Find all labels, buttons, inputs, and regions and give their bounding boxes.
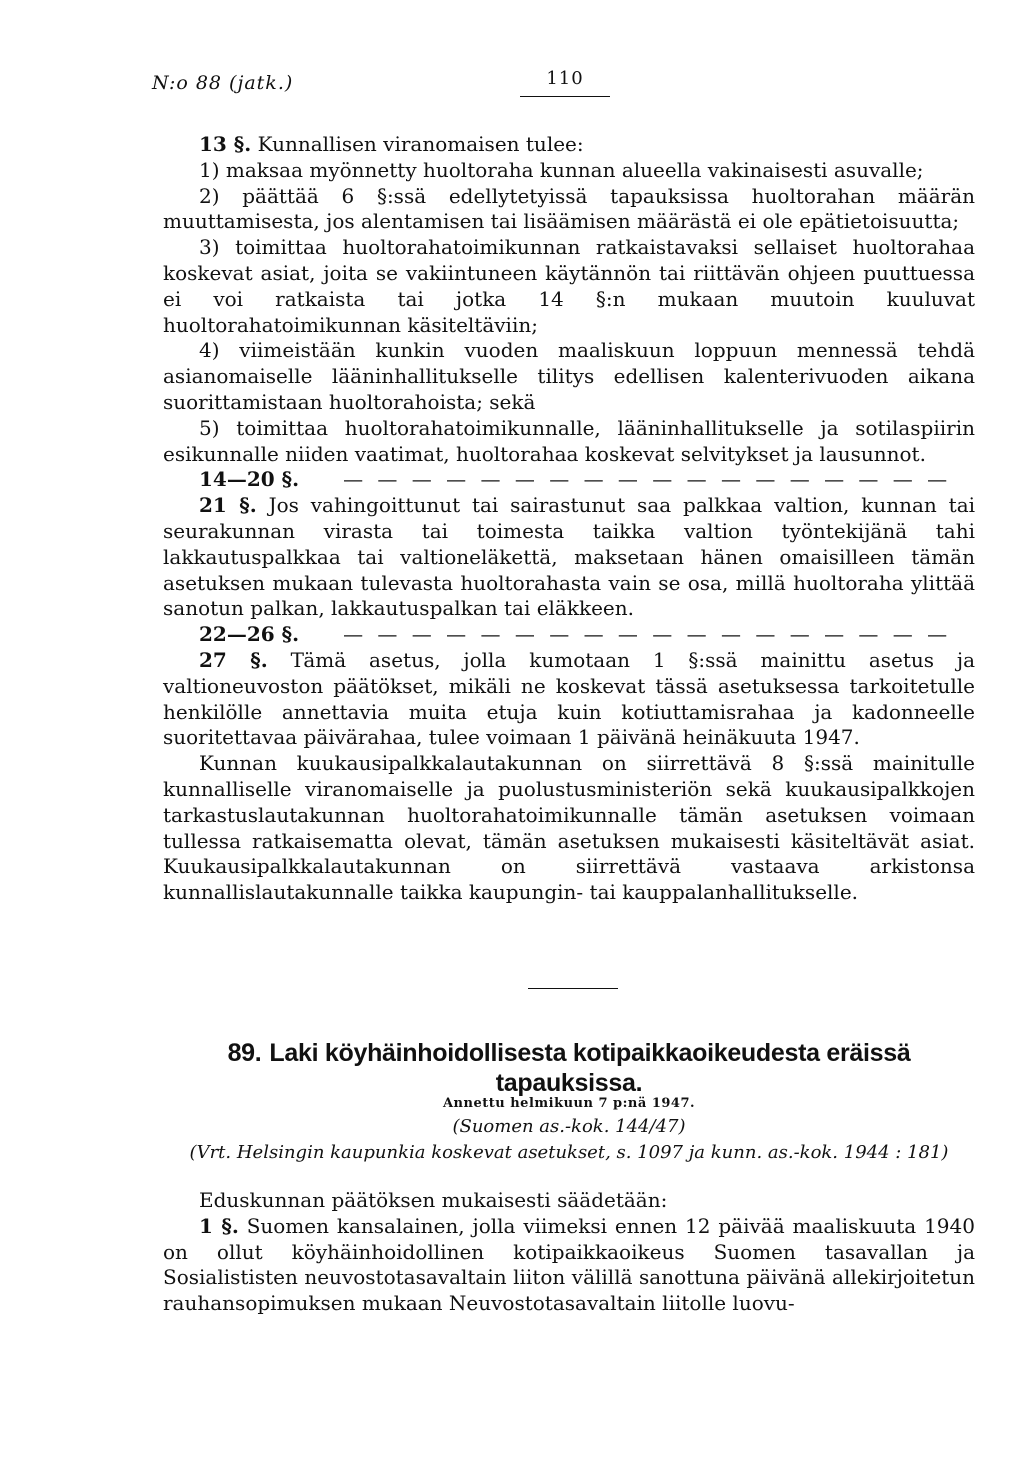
enactment-clause: Eduskunnan päätöksen mukaisesti säädetään: xyxy=(199,1188,668,1212)
law-number: 89. xyxy=(227,1039,262,1067)
section-21 xyxy=(163,493,975,622)
section-27 xyxy=(163,648,975,751)
law-given-date: Annettu helmikuun 7 p:nä 1947. xyxy=(442,1096,696,1111)
page-number: 110 xyxy=(546,68,584,89)
section-label: 14—20 §. xyxy=(199,467,300,492)
section-text: Kunnallisen viranomaisen tulee: xyxy=(257,132,584,156)
continuation-header: N:o 88 (jatk.) xyxy=(152,72,294,94)
section-label: 22—26 §. xyxy=(199,622,300,647)
section-13-intro xyxy=(163,132,975,158)
comparison-reference: (Vrt. Helsingin kaupunkia koskevat asetukset, s. 1097 ja kunn. as.-kok. 1944 : 181) xyxy=(189,1142,949,1163)
page-number-rule xyxy=(520,96,610,97)
collection-reference: (Suomen as.-kok. 144/47) xyxy=(452,1116,686,1137)
law-body xyxy=(163,1188,975,1317)
omitted-dashes: — — — — — — — — — — — — — — — — — — xyxy=(343,467,952,492)
section-14-20 xyxy=(163,467,975,493)
section-13-item-3: 3) toimittaa huoltorahatoimikunnan ratkaistavaksi sellaiset huoltorahaa koskevat asiat, joita se vakiintuneen käytännön tai riittävän ohjeen puuttuessa ei voi ratkaista tai jotka 14 §:n mukaan muutoin kuuluvat huoltorahatoimikunnan käsiteltäviin; xyxy=(163,235,975,337)
section-13-item-2: 2) päättää 6 §:ssä edellytetyissä tapauksissa huoltorahan määrän muuttamisesta, jos alentamisen tai lisäämisen määrästä ei ole epätietoisuutta; xyxy=(163,183,975,234)
separator-rule xyxy=(528,988,618,989)
section-label: 27 §. xyxy=(199,647,268,672)
section-13-item-5: 5) toimittaa huoltorahatoimikunnalle, lääninhallitukselle ja sotilaspiirin esikunnalle niiden vaatimat, huoltorahaa koskevat selvitykset ja lausunnot. xyxy=(163,415,975,466)
section-label: 13 §. xyxy=(199,132,252,156)
section-13-item-1: 1) maksaa myönnetty huoltoraha kunnan alueella vakinaisesti asuvalle; xyxy=(199,157,924,182)
section-27-paragraph-2: Kunnan kuukausipalkkalautakunnan on siirrettävä 8 §:ssä mainitulle kunnalliselle viranomaiselle ja puolustusministeriön sekä kuukausipalkkojen tarkastuslautakunnan huoltorahatoimikunnalle tämän asetuksen voimaan tullessa ratkaisematta olevat, tämän asetuksen mukaisesti käsiteltävät asiat. Kuukausipalkkalautakunnan on siirrettävä vastaava arkistonsa kunnallislautakunnalle taikka kaupungin- tai kauppalanhallitukselle. xyxy=(163,751,975,905)
section-text: Suomen kansalainen, jolla viimeksi ennen 12 päivää maaliskuuta 1940 on ollut köyhäinhoidollinen kotipaikkaoikeus Suomen tasavallan ja Sosialististen neuvostotasavaltain liiton välillä sanottuna päivänä allekirjoitetun rauhansopimuksen mukaan Neuvostotasavaltain liitolle luovu- xyxy=(163,1213,975,1316)
section-13-item-4: 4) viimeistään kunkin vuoden maaliskuun loppuun mennessä tehdä asianomaiselle lääninhallitukselle tilitys edellisen kalenterivuoden aikana suorittamistaan huoltorahoista; sekä xyxy=(163,338,975,414)
law-heading xyxy=(163,1038,975,1098)
main-text xyxy=(163,132,975,906)
section-text: Tämä asetus, jolla kumotaan 1 §:ssä mainittu asetus ja valtioneuvoston päätökset, mikäli ne koskevat tässä asetuksessa tarkoitetulle henkilölle annettavia muita etuja kuin kotiuttamisrahaa ja kadonneelle suoritettavaa päivärahaa, tulee voimaan 1 päivänä heinäkuuta 1947. xyxy=(163,647,976,750)
section-label: 21 §. xyxy=(199,493,257,518)
section-22-26 xyxy=(163,622,975,648)
law-title: Laki köyhäinhoidollisesta kotipaikkaoikeudesta eräissä tapauksissa. xyxy=(269,1039,911,1097)
law-section-1 xyxy=(163,1214,975,1317)
section-text: Jos vahingoittunut tai sairastunut saa palkkaa valtion, kunnan tai seurakunnan virasta tai toimesta taikka valtion työntekijänä tahi lakkautuspalkkaa tai valtioneläkettä, maksetaan hänen omaisilleen tämän asetuksen mukaan tulevasta huoltorahasta vain se osa, millä huoltoraha ylittää sanotun palkan, lakkautuspalkan tai eläkkeen. xyxy=(163,493,976,621)
section-label: 1 §. xyxy=(199,1213,239,1238)
omitted-dashes: — — — — — — — — — — — — — — — — — — xyxy=(343,622,952,647)
